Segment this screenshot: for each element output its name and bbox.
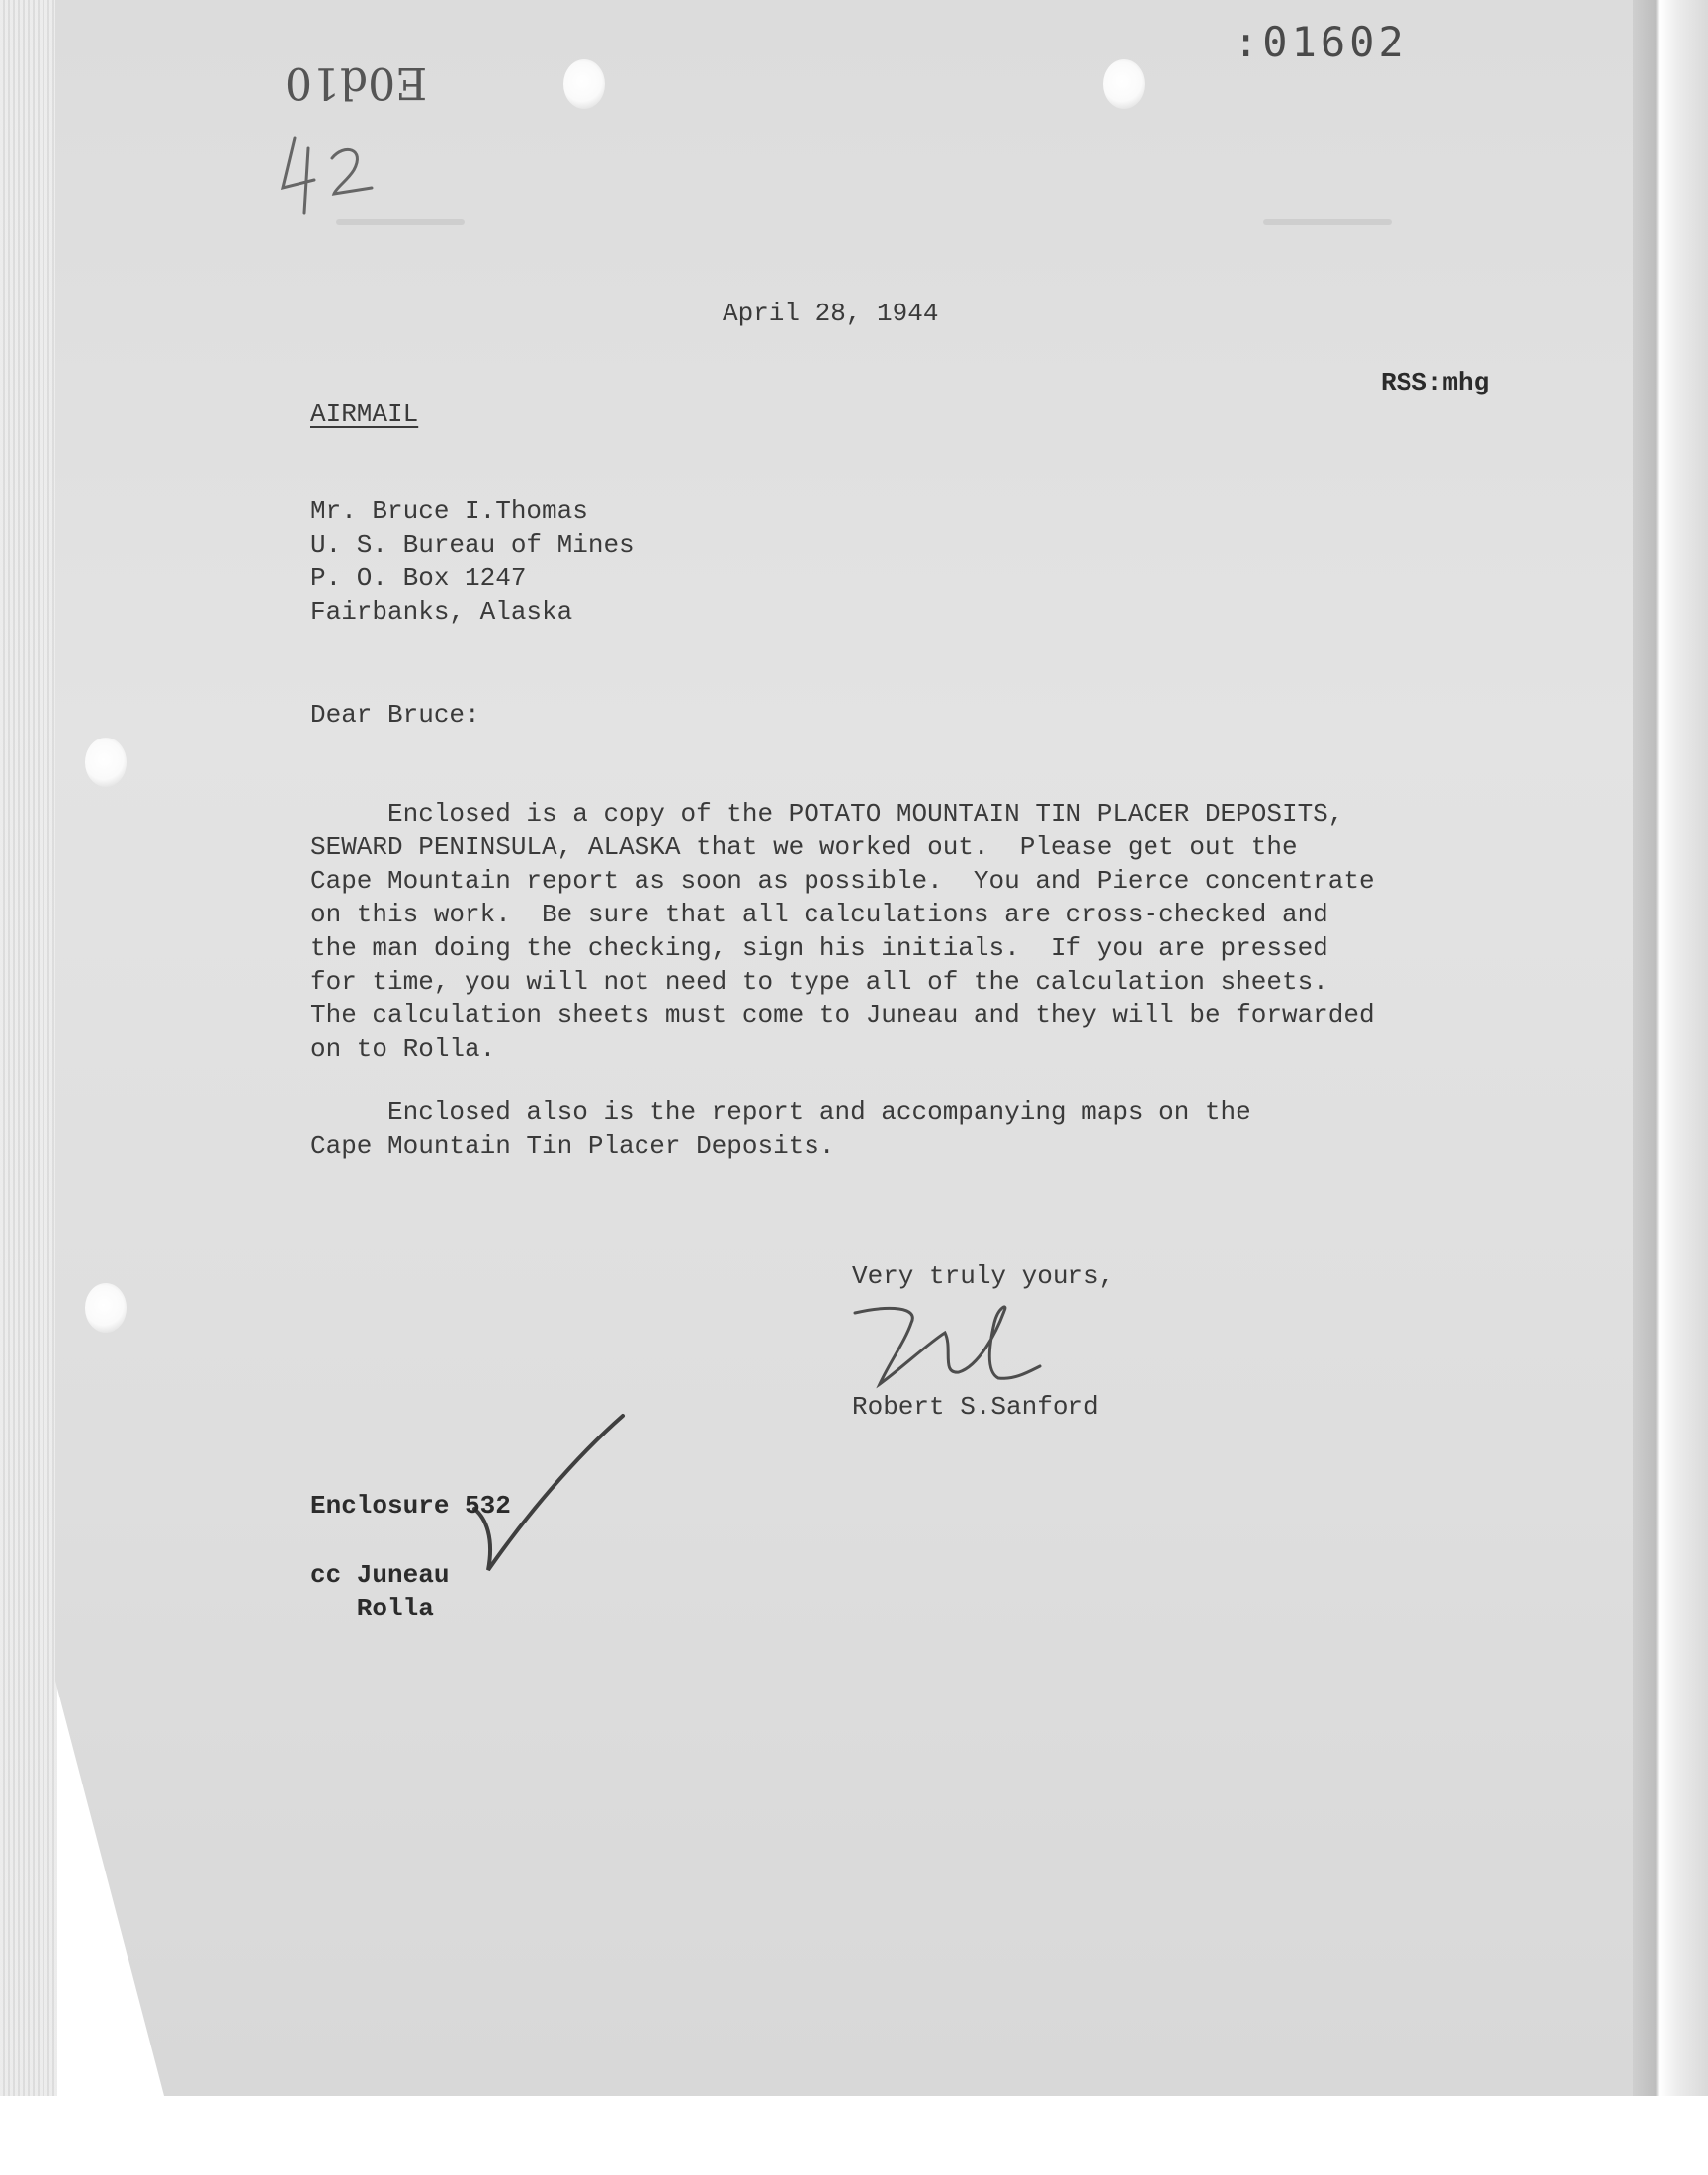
salutation: Dear Bruce: <box>310 700 480 730</box>
reference-initials: RSS:mhg <box>1381 368 1490 397</box>
punch-hole-top-left <box>563 59 605 109</box>
body-line: on this work. Be sure that all calculations are cross-checked and <box>310 900 1328 929</box>
body-line: The calculation sheets must come to Juneau and they will be forwarded <box>310 1000 1375 1030</box>
handwritten-file-mark: E0d10 <box>285 57 428 108</box>
body-line: Cape Mountain report as soon as possible. You and Pierce concentrate <box>310 866 1375 896</box>
punch-hole-left-upper <box>85 738 127 787</box>
recipient-line: U. S. Bureau of Mines <box>310 530 635 560</box>
paper-smudge <box>1263 219 1392 225</box>
recipient-line: Fairbanks, Alaska <box>310 597 573 627</box>
handwritten-scribble-icon <box>275 119 384 218</box>
body-line: Enclosed is a copy of the POTATO MOUNTAIN TIN PLACER DEPOSITS, <box>310 799 1344 828</box>
cc-line: cc Juneau <box>310 1560 450 1590</box>
paper-smudge <box>336 219 465 225</box>
punch-hole-left-lower <box>85 1283 127 1333</box>
letter-date: April 28, 1944 <box>723 299 939 328</box>
body-line: the man doing the checking, sign his initials. If you are pressed <box>310 933 1328 963</box>
recipient-line: P. O. Box 1247 <box>310 564 527 593</box>
body-line: on to Rolla. <box>310 1034 496 1064</box>
handwritten-signature-icon <box>850 1293 1048 1402</box>
paper-right-edge <box>1633 0 1708 2096</box>
cc-line: Rolla <box>310 1594 434 1623</box>
body-line: Enclosed also is the report and accompanying maps on the <box>310 1097 1251 1127</box>
body-line: SEWARD PENINSULA, ALASKA that we worked out. Please get out the <box>310 832 1298 862</box>
delivery-method: AIRMAIL <box>310 399 419 429</box>
body-line: for time, you will not need to type all of the calculation sheets. <box>310 967 1328 997</box>
body-line: Cape Mountain Tin Placer Deposits. <box>310 1131 835 1161</box>
punch-hole-top-right <box>1103 59 1145 109</box>
enclosure-note: Enclosure 532 <box>310 1491 511 1521</box>
recipient-line: Mr. Bruce I.Thomas <box>310 496 588 526</box>
scanner-edge-strip <box>0 0 57 2096</box>
document-number: :01602 <box>1234 18 1408 66</box>
scan-bottom-margin <box>0 2096 1708 2175</box>
closing: Very truly yours, <box>852 1262 1115 1291</box>
signer-name: Robert S.Sanford <box>852 1392 1099 1422</box>
